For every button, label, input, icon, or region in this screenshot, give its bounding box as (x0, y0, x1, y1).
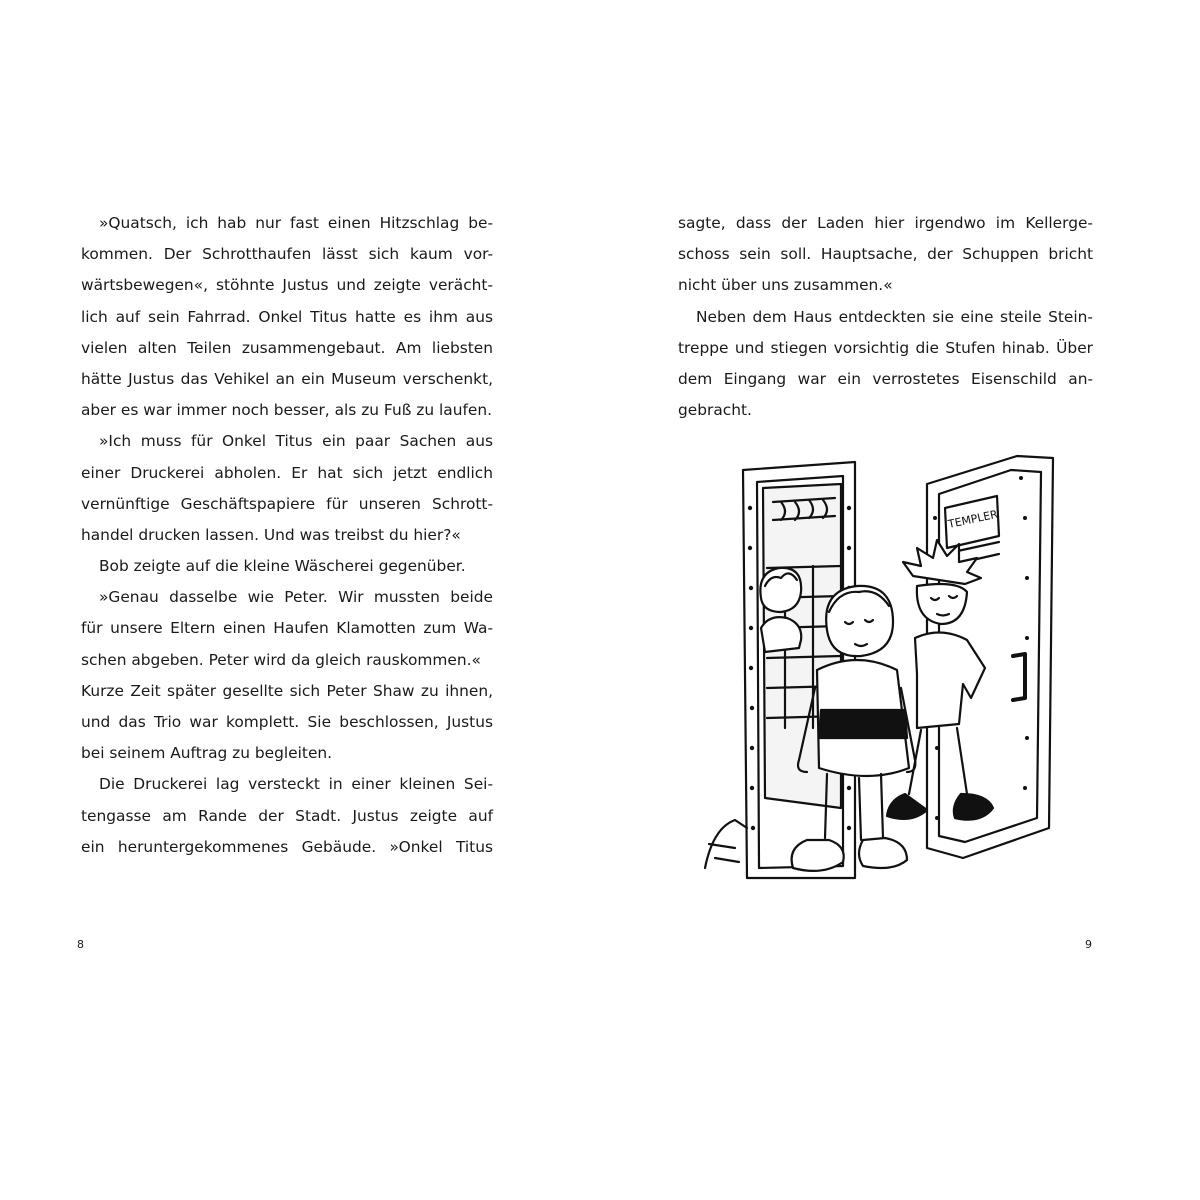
right-page-text (678, 208, 1093, 426)
text-line: lich auf sein Fahrrad. Onkel Titus hatte es ihm aus (81, 307, 493, 326)
text-line: ein heruntergekommenes Gebäude. »Onkel Titus (81, 837, 493, 856)
comic-illustration (695, 448, 1075, 888)
text-line: tengasse am Rande der Stadt. Justus zeigte auf (81, 806, 493, 825)
text-line: bei seinem Auftrag zu begleiten. (81, 744, 333, 763)
text-line: schoss sein soll. Hauptsache, der Schuppen bricht (678, 245, 1093, 264)
right-page (600, 0, 1200, 1200)
text-line: »Genau dasselbe wie Peter. Wir mussten beide (99, 588, 493, 607)
text-line: Neben dem Haus entdeckten sie eine steile Stein- (696, 307, 1093, 326)
text-line: vielen alten Teilen zusammengebaut. Am liebsten (81, 338, 493, 357)
text-line: für unsere Eltern einen Haufen Klamotten zum Wa- (81, 619, 493, 638)
text-line: einer Druckerei abholen. Er hat sich jetzt endlich (81, 463, 493, 482)
text-line: treppe und stiegen vorsichtig die Stufen hinab. Über (678, 338, 1093, 357)
text-line: kommen. Der Schrotthaufen lässt sich kaum vor- (81, 245, 493, 264)
text-line: Bob zeigte auf die kleine Wäscherei gegenüber. (99, 557, 466, 576)
text-line: dem Eingang war ein verrostetes Eisenschild an- (678, 369, 1093, 388)
text-line: »Quatsch, ich hab nur fast einen Hitzschlag be- (99, 214, 493, 232)
text-line: und das Trio war komplett. Sie beschlossen, Justus (81, 713, 493, 731)
page-number-left: 8 (77, 938, 84, 951)
text-line: hätte Justus das Vehikel an ein Museum verschenkt, (81, 369, 493, 388)
text-line: Kurze Zeit später gesellte sich Peter Shaw zu ihnen, (81, 681, 493, 700)
text-line: gebracht. (678, 401, 752, 420)
text-line: Die Druckerei lag versteckt in einer kleinen Sei- (99, 775, 493, 794)
text-line: nicht über uns zusammen.« (678, 276, 893, 295)
text-line: handel drucken lassen. Und was treibst du hier?« (81, 525, 461, 544)
left-page-text (81, 208, 493, 863)
text-line: »Ich muss für Onkel Titus ein paar Sachen aus (99, 432, 493, 451)
text-line: aber es war immer noch besser, als zu Fuß zu laufen. (81, 401, 493, 420)
text-line: schen abgeben. Peter wird da gleich rauskommen.« (81, 650, 481, 669)
text-line: wärtsbewegen«, stöhnte Justus und zeigte verächt- (81, 276, 493, 295)
text-line: sagte, dass der Laden hier irgendwo im Kellerge- (678, 214, 1093, 232)
page-number-right: 9 (1085, 938, 1092, 951)
text-line: vernünftige Geschäftspapiere für unseren Schrott- (81, 494, 493, 513)
door-sign-text: TEMPLER (946, 507, 1000, 531)
